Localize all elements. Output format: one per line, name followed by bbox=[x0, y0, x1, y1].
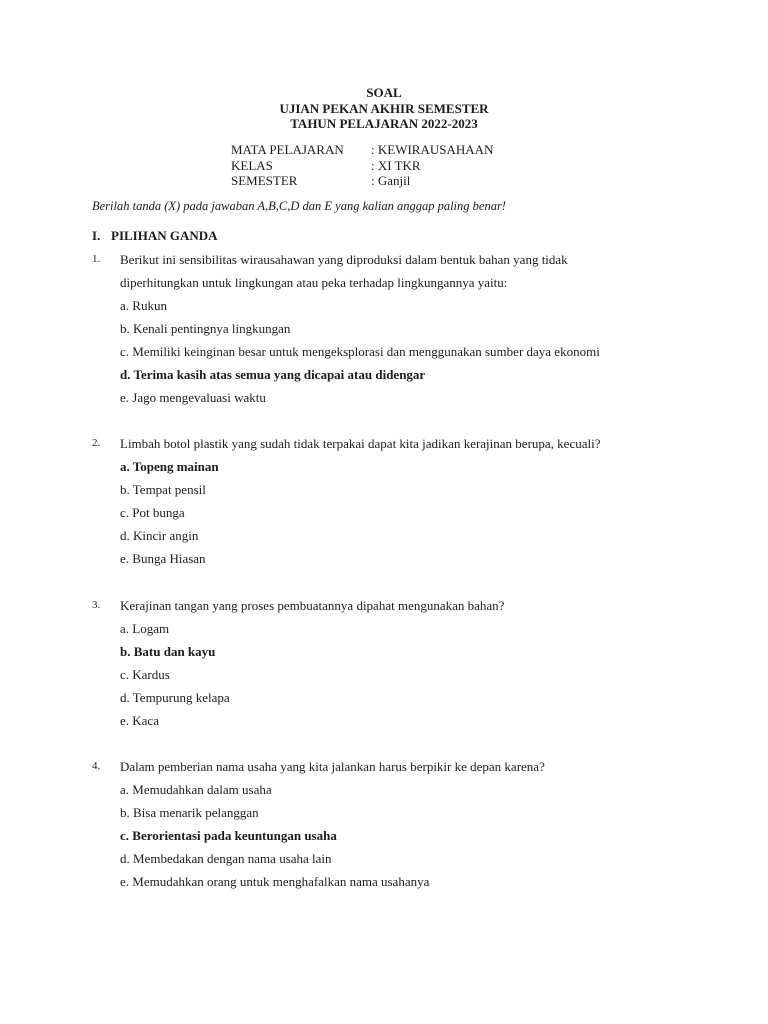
info-value: : KEWIRAUSAHAAN bbox=[371, 142, 494, 157]
question-1 bbox=[92, 248, 692, 409]
question-text: Dalam pemberian nama usaha yang kita jalankan harus berpikir ke depan karena? bbox=[120, 759, 545, 774]
option-a[interactable]: a. Rukun bbox=[120, 298, 167, 313]
option-e[interactable]: e. Memudahkan orang untuk menghafalkan nama usahanya bbox=[120, 874, 430, 889]
instruction-text: Berilah tanda (X) pada jawaban A,B,C,D dan E yang kalian anggap paling benar! bbox=[92, 199, 506, 213]
info-value: : Ganjil bbox=[371, 173, 411, 188]
info-row-semester bbox=[231, 173, 493, 189]
exam-info bbox=[231, 142, 493, 189]
option-e[interactable]: e. Kaca bbox=[120, 713, 159, 728]
option-a[interactable]: a. Memudahkan dalam usaha bbox=[120, 782, 272, 797]
header-title: SOAL bbox=[366, 85, 402, 100]
info-label: KELAS bbox=[231, 157, 273, 173]
option-b[interactable]: b. Batu dan kayu bbox=[120, 644, 216, 659]
section-title: PILIHAN GANDA bbox=[111, 228, 218, 243]
header-exam-name: UJIAN PEKAN AKHIR SEMESTER bbox=[279, 100, 489, 116]
option-c[interactable]: c. Berorientasi pada keuntungan usaha bbox=[120, 828, 337, 843]
question-text: Berikut ini sensibilitas wirausahawan yang diproduksi dalam bentuk bahan yang tidak bbox=[120, 252, 568, 267]
document-header bbox=[0, 85, 768, 132]
option-a[interactable]: a. Logam bbox=[120, 621, 170, 636]
question-text: Limbah botol plastik yang sudah tidak terpakai dapat kita jadikan kerajinan berupa, kecuali? bbox=[120, 436, 601, 451]
question-text: Kerajinan tangan yang proses pembuatannya dipahat mengunakan bahan? bbox=[120, 598, 505, 613]
question-number: 2. bbox=[92, 437, 101, 449]
info-label: MATA PELAJARAN bbox=[231, 142, 344, 157]
question-text: diperhitungkan untuk lingkungan atau peka terhadap lingkungannya yaitu: bbox=[120, 275, 508, 290]
option-a[interactable]: a. Topeng mainan bbox=[120, 459, 219, 474]
question-4 bbox=[92, 755, 692, 893]
option-c[interactable]: c. Pot bunga bbox=[120, 505, 185, 520]
option-b[interactable]: b. Bisa menarik pelanggan bbox=[120, 805, 259, 820]
info-value: : XI TKR bbox=[371, 157, 421, 173]
option-d[interactable]: d. Kincir angin bbox=[120, 528, 199, 543]
option-d[interactable]: d. Tempurung kelapa bbox=[120, 690, 230, 705]
option-c[interactable]: c. Kardus bbox=[120, 667, 170, 682]
option-b[interactable]: b. Tempat pensil bbox=[120, 482, 206, 497]
question-number: 4. bbox=[92, 760, 101, 772]
question-3 bbox=[92, 594, 692, 732]
info-label: SEMESTER bbox=[231, 173, 298, 188]
section-number: I. bbox=[92, 228, 101, 243]
question-2 bbox=[92, 432, 692, 570]
section-heading bbox=[92, 228, 218, 244]
info-row-subject bbox=[231, 142, 493, 158]
option-e[interactable]: e. Jago mengevaluasi waktu bbox=[120, 390, 266, 405]
option-d[interactable]: d. Membedakan dengan nama usaha lain bbox=[120, 851, 332, 866]
info-row-class bbox=[231, 158, 493, 174]
header-academic-year: TAHUN PELAJARAN 2022-2023 bbox=[290, 116, 478, 131]
question-number: 3. bbox=[92, 599, 101, 611]
option-c[interactable]: c. Memiliki keinginan besar untuk mengeksplorasi dan menggunakan sumber daya ekonomi bbox=[120, 344, 600, 359]
option-d[interactable]: d. Terima kasih atas semua yang dicapai atau didengar bbox=[120, 367, 426, 382]
option-b[interactable]: b. Kenali pentingnya lingkungan bbox=[120, 321, 291, 336]
question-number: 1. bbox=[92, 253, 101, 265]
option-e[interactable]: e. Bunga Hiasan bbox=[120, 551, 206, 566]
